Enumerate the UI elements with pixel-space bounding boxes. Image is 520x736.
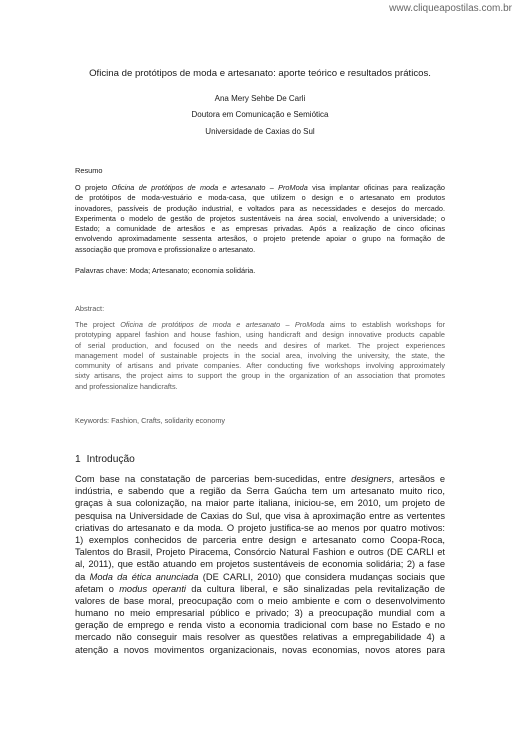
- abstract-text: [75, 320, 445, 392]
- author-degree: Doutora em Comunicação e Semiótica: [191, 110, 329, 119]
- abstract-line: and professionalize handicrafts.: [75, 381, 178, 391]
- introduction-line: valores de base moral, preocupação com o meio ambiente e com o desenvolvimento: [75, 595, 445, 606]
- introduction-line: pesquisa na Universidade de Caxias do Sul, que visa à aproximação entre as vertentes: [75, 510, 445, 521]
- introduction-line: graças à sua colonização, na maior parte italiana, iniciou-se, em 2010, um projeto de: [75, 498, 445, 509]
- abstract-line: prototyping apparel fashion and house fashion, using handicraft and design innovative products capable: [75, 330, 445, 340]
- introduction-line: al, 2011), que estão atuando em projetos sustentáveis de economia solidária; 2) a fase: [75, 559, 445, 570]
- introduction-line: criativas do artesanato e da moda. O projeto justifica-se ao menos por quatro motivos:: [75, 522, 445, 533]
- abstract-line: sixty artisans, the project aims to support the group in the organization of an association that promotes: [75, 371, 445, 381]
- introduction-line: afetam o modus operanti da cultura liberal, e são sinalizadas pela revitalização de: [75, 583, 445, 594]
- abstract-line: The project Oficina de protótipos de moda e artesanato – ProModa aims to establish workshops for: [75, 320, 446, 329]
- abstract-label: Abstract:: [75, 304, 105, 313]
- resumo-label: Resumo: [75, 166, 103, 175]
- introduction-line: Talentos do Brasil, Projeto Piracema, Consórcio Natural Fashion e outros (DE CARLI et: [75, 547, 445, 558]
- author-institution: Universidade de Caxias do Sul: [205, 127, 315, 136]
- abstract-keywords: Keywords: Fashion, Crafts, solidarity economy: [75, 416, 226, 425]
- resumo-line: O projeto Oficina de protótipos de moda e artesanato – ProModa visa implantar oficinas para realização: [75, 183, 445, 192]
- section-heading: [75, 454, 135, 466]
- introduction-line: atenção a novos movimentos organizacionais, novas economias, novos atores para: [75, 644, 445, 655]
- section-number: 1: [75, 454, 81, 465]
- author-name: Ana Mery Sehbe De Carli: [214, 94, 306, 103]
- introduction-line: 1) exemplos conhecidos de parceria entre design e artesanato como Coopa-Roca,: [75, 534, 445, 545]
- abstract-line: management model of sustainable projects in the social area, involving the university, the state, the: [75, 350, 445, 360]
- abstract-line: of serial production, and focused on the needs and desires of market. The project experiences: [75, 340, 445, 350]
- resumo-line: de protótipos de moda-vestuário e moda-casa, que utilizem o design e o artesanato em produtos: [75, 193, 445, 203]
- resumo-line: associação que promova e profissionalize o artesanato.: [75, 244, 256, 254]
- paper-title: Oficina de protótipos de moda e artesanato: aporte teórico e resultados práticos.: [89, 68, 431, 79]
- resumo-line: inovadores, passíveis de produção industrial, e voltados para as necessidades e desejos do mercado.: [75, 203, 445, 213]
- resumo-text: [75, 183, 445, 255]
- introduction-line: da Moda da ética anunciada (DE CARLI, 2010) que considera mudanças sociais que: [75, 571, 445, 582]
- introduction-text: [75, 473, 445, 656]
- resumo-line: Experimenta o modelo de gestão de projetos sustentáveis na área social, envolvendo a universidade; o: [75, 213, 445, 223]
- introduction-line: mercado não conseguir mais resolver as questões relativas a empregabilidade 4) a: [75, 632, 445, 643]
- introduction-line: geração de emprego e renda visto a economia tradicional com base no Estado e no: [75, 620, 445, 631]
- introduction-line: Com base na constatação de parcerias bem-sucedidas, entre designers, artesãos e: [75, 474, 445, 484]
- introduction-line: indústria, e sabendo que a região da Serra Gaúcha tem um artesanato muito rico,: [75, 486, 445, 497]
- resumo-line: Estado; a comunidade de artesãos e as empresas privadas. Após a realização de cinco oficinas: [75, 224, 445, 234]
- watermark: www.cliqueapostilas.com.br: [389, 3, 512, 14]
- abstract-line: community of artisans and private companies. After conducting five workshops involving approximately: [75, 361, 445, 371]
- resumo-line: envolvendo aproximadamente sessenta artesãos, o projeto pretende apoiar o grupo na formação de: [75, 234, 445, 244]
- resumo-keywords: Palavras chave: Moda; Artesanato; economia solidária.: [75, 266, 256, 275]
- section-title: Introdução: [86, 454, 135, 465]
- introduction-line: humano no meio empresarial público e privado; 3) a preocupação mundial com a: [75, 608, 445, 619]
